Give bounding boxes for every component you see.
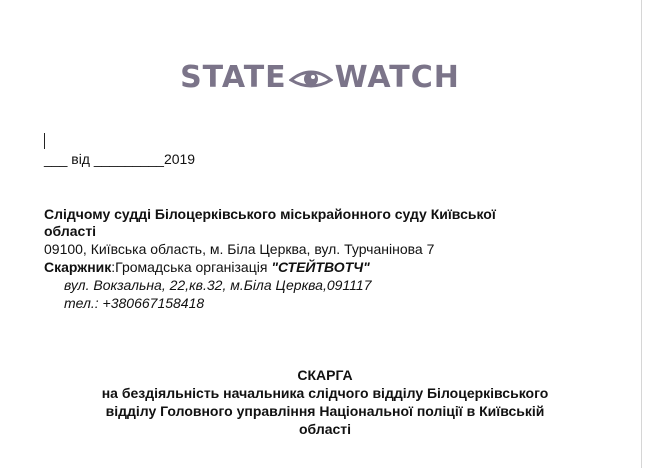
date-year: 2019 [163, 151, 196, 167]
complainant-label: Скаржник [44, 259, 112, 275]
addressee-line-2: області [44, 223, 97, 239]
date-blank[interactable]: ___ [44, 151, 68, 167]
complainant-org-name: "СТЕЙТВОТЧ" [271, 259, 370, 275]
complainant-address: вул. Вокзальна, 22,кв.32, м.Біла Церква,091117 [64, 277, 372, 293]
title-line-2: відділу Головного управління Національної поліції в Київській [105, 403, 545, 419]
date-from: від [71, 151, 90, 167]
date-number-blank[interactable]: _________ [93, 151, 164, 167]
addressee-address: 09100, Київська область, м. Біла Церква, вул. Турчанінова 7 [44, 241, 435, 257]
title-line-1: на бездіяльність начальника слідчого відділу Білоцерківського [101, 385, 549, 401]
title-line-3: області [298, 421, 352, 437]
logo-left-text: STATE [180, 60, 287, 95]
addressee-line-1: Слідчому судді Білоцерківського міськрайонного суду Київської [44, 206, 496, 222]
complainant-phone: тел.: +380667158418 [64, 295, 205, 311]
complainant-colon: : [111, 259, 116, 275]
complainant-org: Громадська організація [115, 259, 272, 275]
eye-icon [289, 58, 333, 98]
complainant-line [44, 258, 370, 276]
logo-right-text: WATCH [334, 60, 460, 95]
text-cursor [44, 133, 45, 149]
date-line [44, 150, 195, 168]
document-heading: СКАРГА [297, 367, 353, 383]
statewatch-logo [0, 58, 640, 98]
